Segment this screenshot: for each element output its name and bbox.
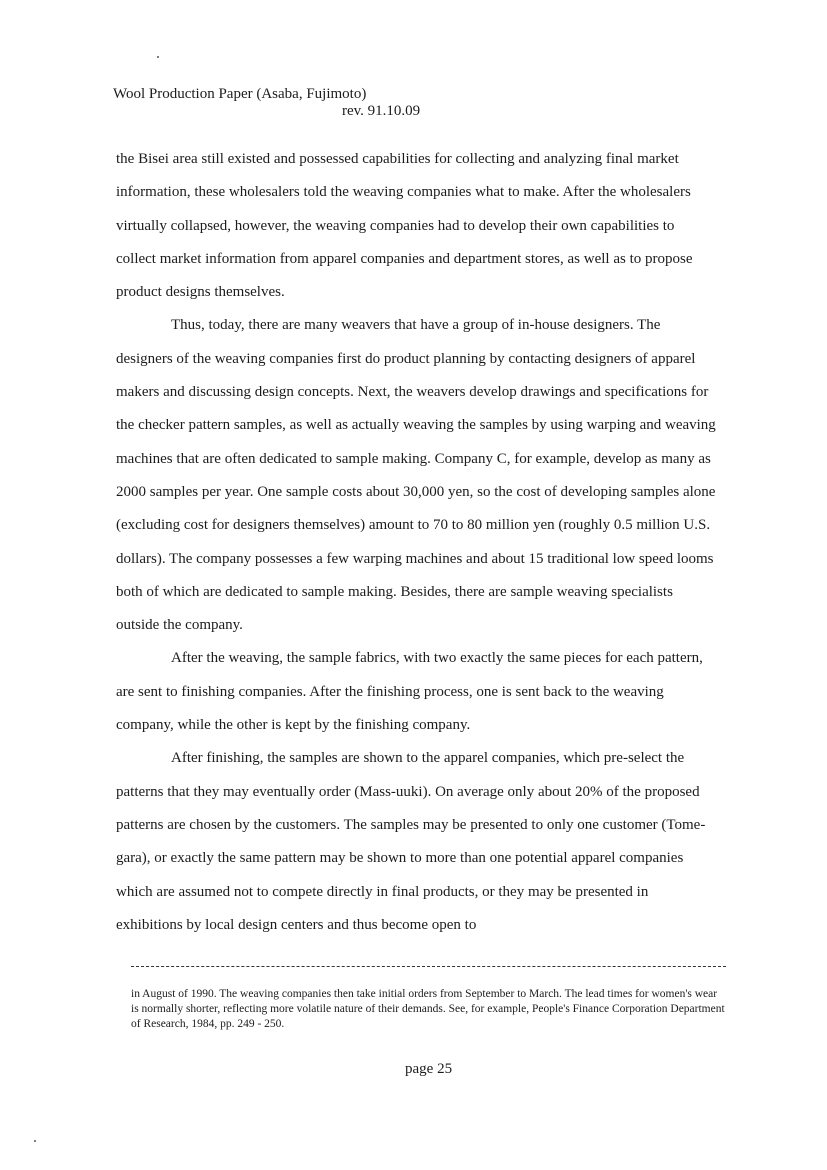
body-text [116, 143, 716, 942]
footnote-divider [131, 966, 726, 967]
paper-title: Wool Production Paper (Asaba, Fujimoto) [113, 86, 367, 102]
paragraph: the Bisei area still existed and possessed capabilities for collecting and analyzing final market information, these wholesalers told the weaving companies what to make. After the wholesalers virtually collapsed, however, the weaving companies had to develop their own capabilities to collect market information from apparel companies and department stores, as well as to propose product designs themselves. [116, 151, 693, 301]
revision-date: rev. 91.10.09 [342, 103, 421, 119]
running-header [113, 86, 473, 120]
paragraph: Thus, today, there are many weavers that have a group of in-house designers. The designers of the weaving companies first do product planning by contacting designers of apparel makers and discussing design concepts. Next, the weavers develop drawings and specifications for the checker pattern samples, as well as actually weaving the samples by using warping and weaving machines that are often dedicated to sample making. Company C, for example, develop as many as 2000 samples per year. One sample costs about 30,000 yen, so the cost of developing samples alone (excluding cost for designers themselves) amount to 70 to 80 million yen (roughly 0.5 million U.S. dollars). The company possesses a few warping machines and about 15 traditional low speed looms both of which are dedicated to sample making. Besides, there are sample weaving specialists outside the company. [116, 317, 716, 634]
page-number: page 25 [405, 1061, 453, 1077]
scan-speck [157, 56, 159, 58]
scan-speck [34, 1140, 36, 1142]
paragraph: After the weaving, the sample fabrics, with two exactly the same pieces for each pattern, are sent to finishing companies. After the finishing process, one is sent back to the weaving company, while the other is kept by the finishing company. [116, 650, 703, 734]
footnote: in August of 1990. The weaving companies then take initial orders from September to March. The lead times for women's wear is normally shorter, reflecting more volatile nature of their demands. See, for example, People's Finance Corporation Department of Research, 1984, pp. 249 - 250. [131, 988, 725, 1030]
paragraph: After finishing, the samples are shown to the apparel companies, which pre-select the patterns that they may eventually order (Mass-uuki). On average only about 20% of the proposed patterns are chosen by the customers. The samples may be presented to only one customer (Tome-gara), or exactly the same pattern may be shown to more than one potential apparel companies which are assumed not to compete directly in final products, or they may be presented in exhibitions by local design centers and thus become open to [116, 750, 706, 933]
